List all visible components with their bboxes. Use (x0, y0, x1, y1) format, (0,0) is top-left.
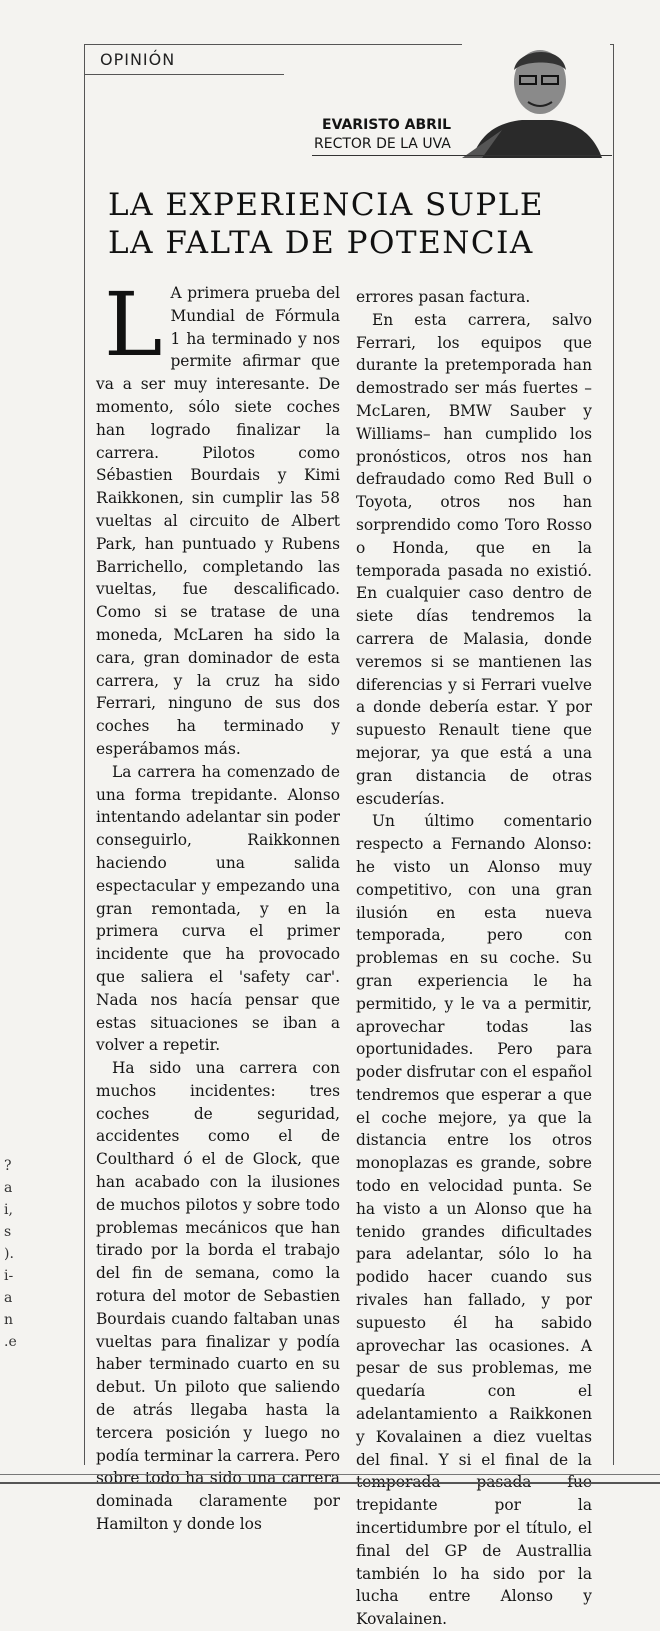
author-name: EVARISTO ABRIL (322, 117, 452, 133)
section-rule (84, 74, 284, 75)
margin-fragment: ? (4, 1158, 12, 1174)
margin-fragment: ). (4, 1246, 14, 1262)
headline-line-2: LA FALTA DE POTENCIA (108, 225, 534, 261)
article-column-1 (96, 273, 340, 1536)
article-column-2 (356, 286, 592, 1631)
margin-fragment: i, (4, 1202, 13, 1218)
drop-cap: L (104, 273, 163, 376)
margin-fragment: a (4, 1180, 13, 1196)
article-paragraph-1: L A primera prueba del Mundial de Fórmula 1 ha terminado y nos permite afirmar que va a ser muy interesante. De momento, sólo siete coches han logrado finalizar la carrera. Pilotos como Sébastien Bourdais y Kimi Raikkonen, sin cumplir las 58 vueltas al circuito de Albert Park, han puntuado y Rubens Barrichello, completando las vueltas, fue descalificado. Como si se tratase de una moneda, McLaren ha sido la cara, gran dominador de esta carrera, y la cruz ha sido Ferrari, ninguno de sus dos coches ha terminado y esperábamos más. (96, 273, 340, 758)
article-paragraph-continued: errores pasan factura. (356, 288, 531, 306)
margin-fragment: s (4, 1224, 12, 1240)
bottom-rule-thick (0, 1482, 660, 1484)
bottom-rule (0, 1474, 660, 1475)
article-paragraph-6: Un último comentario respecto a Fernando Alonso: he visto un Alonso muy competitivo, con una gran ilusión en esta nueva temporada, pero con problemas en su coche. Su gran experiencia le ha permitido, y le va a permitir, aprovechar todas las oportunidades. Pero para poder disfrutar con el español tendremos que esperar a que el coche mejore, ya que la distancia entre los otros monoplazas es grande, sobre todo en velocidad punta. Se ha visto a un Alonso que ha tenido grandes dificultades para adelantar, sólo lo ha podido hacer cuando sus rivales han fallado, y por supuesto él ha sabido aprovechar las ocasiones. A pesar de sus problemas, me quedaría con el adelantamiento a Raikkonen y Kovalainen a diez vueltas del final. Y si el final de la temporada pasada fue trepidante por la incertidumbre por el título, el final del GP de Australlia también lo ha sido por la lucha entre Alonso y Kovalainen. (356, 812, 592, 1629)
margin-fragments (4, 1155, 16, 1353)
author-photo (462, 30, 610, 158)
section-label: OPINIÓN (100, 50, 176, 69)
article-paragraph-5: En esta carrera, salvo Ferrari, los equipos que durante la pretemporada han demostrado ser más fuertes –McLaren, BMW Sauber y Williams– han cumplido los pronósticos, otros nos han defraudado como Red Bull o Toyota, otros nos han sorprendido como Toro Rosso o Honda, que en la temporada pasada no existió. En cualquier caso dentro de siete días tendremos la carrera de Malasia, donde veremos si se mantienen las diferencias y si Ferrari vuelve a donde debería estar. Y por supuesto Renault tiene que mejorar, ya que está a una gran distancia de otras escuderías. (356, 310, 592, 808)
margin-fragment: n (4, 1312, 14, 1328)
article-paragraph-2: La carrera ha comenzado de una forma trepidante. Alonso intentando adelantar sin poder conseguirlo, Raikkonnen haciendo una salida espectacular y empezando una gran remontada, y en la primera curva el primer incidente que ha provocado que saliera el 'safety car'. Nada nos hacía pensar que estas situaciones se iban a volver a repetir. (96, 762, 340, 1055)
margin-fragment: a (4, 1290, 13, 1306)
margin-fragment: .e (4, 1334, 17, 1350)
headline-line-1: LA EXPERIENCIA SUPLE (108, 187, 544, 223)
author-rule (312, 155, 612, 156)
margin-fragment: i- (4, 1268, 14, 1284)
author-role: RECTOR DE LA UVA (314, 136, 451, 152)
article-paragraph-3: Ha sido una carrera con muchos incidentes: tres coches de seguridad, accidentes como el de Coulthard ó el de Glock, que han acabado con la ilusiones de muchos pilotos y sobre todo problemas mecánicos que han tirado por la borda el trabajo del fin de semana, como la rotura del motor de Sebastien Bourdais cuando faltaban unas vueltas para finalizar y podía haber terminado cuarto en su debut. Un piloto que saliendo de atrás llegaba hasta la tercera posición y luego no podía terminar la carrera. Pero sobre todo ha sido una carrera dominada claramente por Hamilton y donde los (96, 1059, 340, 1534)
headline (108, 186, 588, 262)
